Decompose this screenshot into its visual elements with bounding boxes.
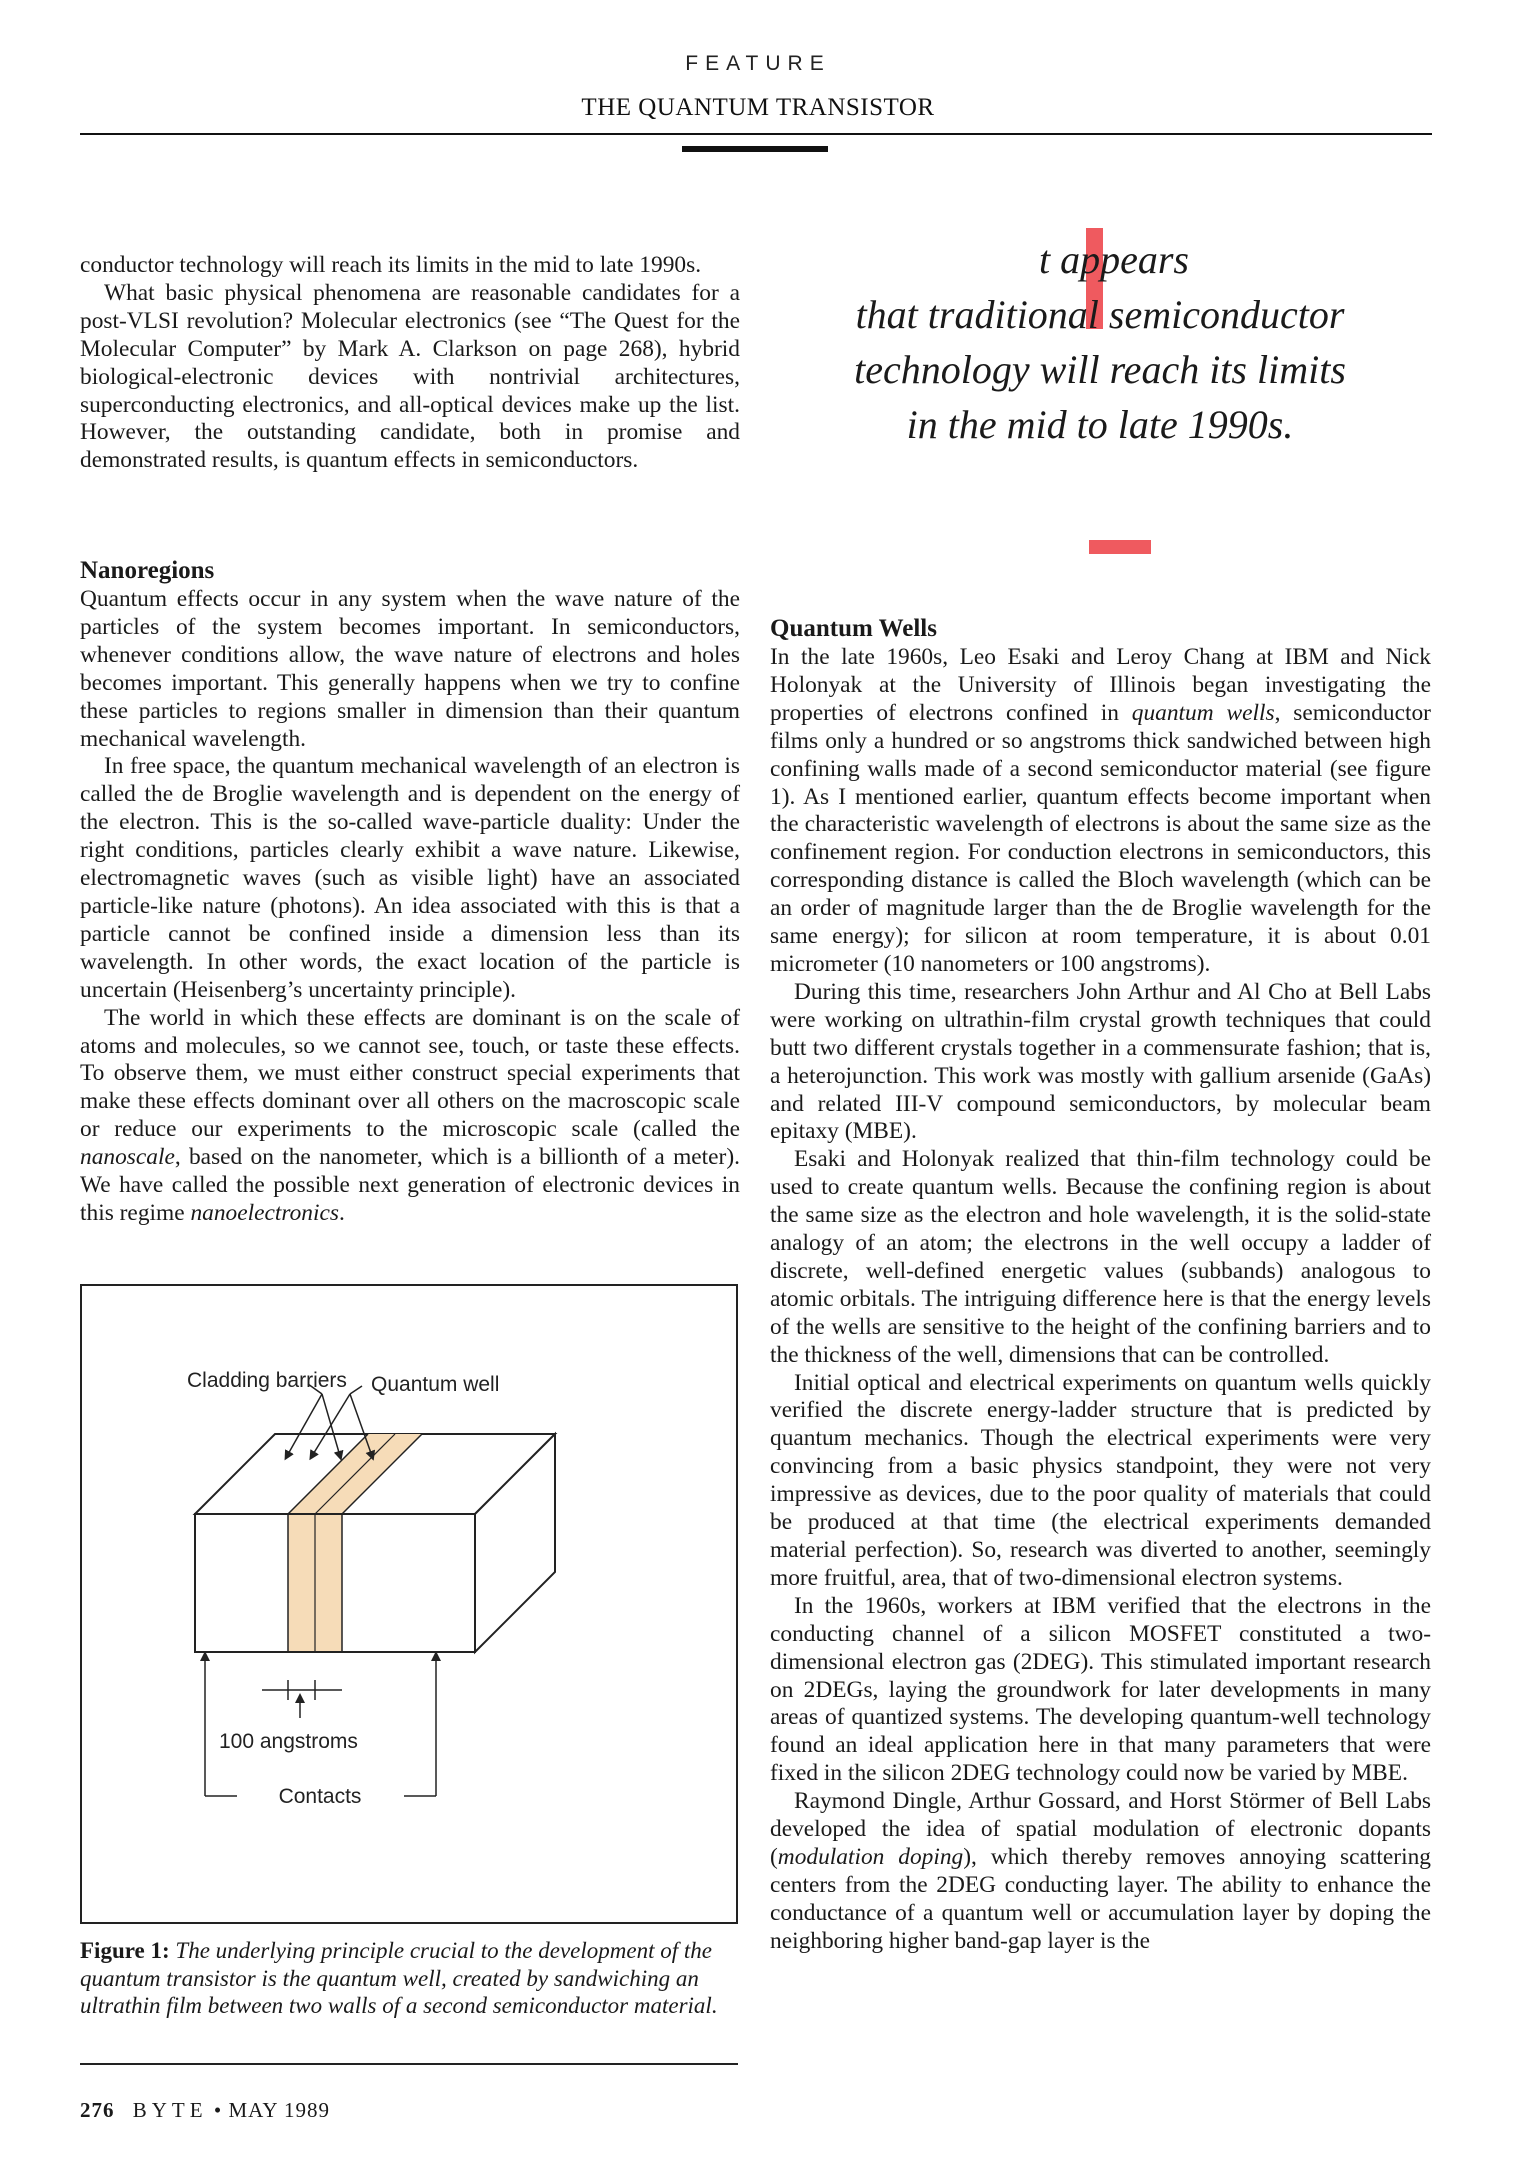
label-quantum-well: Quantum well (371, 1373, 500, 1396)
header-accent-bar (682, 146, 828, 152)
body-paragraph: Esaki and Holonyak realized that thin-film technology could be used to create quantum wells. Because the confining region is about the same size as the electron and hole wavelength, it is the solid-state analogy of an atom; the electrons in the well occupy a ladder of discrete, well-defined energetic values (subbands) analogous to atomic orbitals. The intriguing difference here is that the energy levels of the wells are sensitive to the height of the confining barriers and to the thickness of the well, dimensions that can be controlled. (770, 1146, 1431, 1368)
figure-1 (80, 1284, 738, 1924)
emphasis-term: quantum wells (1131, 699, 1275, 726)
header-rule (80, 133, 1432, 135)
magazine-name: BYTE (132, 2098, 208, 2122)
caption-text: The underlying principle crucial to the development of the quantum transistor is the quantum well, created by sandwiching an ultrathin film between two walls of a second semiconductor material. (80, 1938, 718, 2019)
body-paragraph: In the 1960s, workers at IBM verified that the electrons in the conducting channel of a silicon MOSFET constituted a two-dimensional electron gas (2DEG). This stimulated important research on 2DEGs, laying the groundwork for later developments in many areas of quantized systems. The developing quantum-well technology found an ideal application here in that many parameters that were fixed in the silicon 2DEG technology could now be varied by MBE. (770, 1592, 1431, 1787)
section-heading: Quantum Wells (770, 615, 937, 642)
text-run: Raymond Dingle, Arthur Gossard, and Horst Störmer of Bell Labs developed the idea of spatial modulation of electronic dopants ( (770, 1788, 1431, 1870)
text-run: , semiconductor films only a hundred or so angstroms thick sandwiched between high confining walls made of a second semiconductor material (see figure 1). As I mentioned earlier, quantum effects become important when the characteristic wavelength of electrons is about the same size as the confinement region. For conduction electrons in semiconductors, this corresponding distance is called the Bloch wavelength (which can be an order of magnitude larger than the de Broglie wavelength for the same energy); for silicon at room temperature, it is about 0.01 micrometer (10 nanometers or 100 angstroms). (770, 699, 1431, 977)
text-run: , based on the nanometer, which is a billionth of a meter). We have called the possible next generation of electronic devices in this regime (80, 1144, 740, 1226)
article-running-title: THE QUANTUM TRANSISTOR (581, 94, 935, 121)
label-thickness: 100 angstroms (219, 1730, 358, 1753)
pull-quote (800, 232, 1400, 452)
caption-rule (80, 2063, 738, 2065)
left-column (80, 252, 740, 475)
text-run: . (338, 1199, 345, 1226)
section-kicker: FEATURE (685, 52, 831, 75)
body-paragraph (770, 1788, 1431, 1955)
nanoregions-section (80, 556, 740, 1228)
text-run: ), which thereby removes annoying scattering centers from the 2DEG conducting layer. The ability to enhance the conductance of a quantum well or accumulation layer by doping the neighboring higher band-gap layer is the (770, 1843, 1431, 1954)
page-folio (80, 2098, 330, 2123)
body-paragraph: In free space, the quantum mechanical wavelength of an electron is called the de Broglie wavelength and is dependent on the energy of the electron. This is the so-called wave-particle duality: Under the right conditions, particles clearly exhibit a wave nature. Likewise, electromagnetic waves (such as visible light) have an associated particle-like nature (photons). An idea associated with this is that a particle cannot be confined inside a dimension less than its wavelength. In other words, the exact location of the particle is uncertain (Heisenberg’s uncertainty principle). (80, 753, 740, 1003)
figure-caption (80, 1937, 740, 2020)
emphasis-term: nanoscale (80, 1144, 175, 1171)
label-cladding-barriers: Cladding barriers (187, 1369, 347, 1392)
pull-quote-rule (1089, 540, 1151, 554)
pull-quote-line: t appears (1039, 237, 1189, 282)
right-column (770, 614, 1431, 1956)
label-contacts: Contacts (278, 1785, 362, 1808)
folio-separator: • (213, 2098, 223, 2122)
page-number: 276 (80, 2098, 115, 2122)
pull-quote-line: that traditional semiconductor (855, 292, 1345, 337)
emphasis-term: modulation doping (777, 1843, 964, 1870)
caption-lead: Figure 1: (80, 1938, 170, 1963)
issue-date: MAY 1989 (228, 2098, 330, 2122)
section-heading: Nanoregions (80, 557, 215, 584)
body-paragraph (80, 1005, 740, 1228)
label-leader (350, 1386, 362, 1394)
body-paragraph: conductor technology will reach its limits in the mid to late 1990s. (80, 252, 702, 278)
pull-quote-line: in the mid to late 1990s. (906, 402, 1294, 447)
pull-quote-line: technology will reach its limits (854, 347, 1346, 392)
body-paragraph: Quantum effects occur in any system when the wave nature of the particles of the system becomes important. In semiconductors, whenever conditions allow, the wave nature of electrons and holes becomes important. This generally happens when we try to confine these particles to regions smaller in dimension than their quantum mechanical wavelength. (80, 586, 740, 752)
text-run: The world in which these effects are dominant is on the scale of atoms and molecules, so we cannot see, touch, or taste these effects. To observe them, we must either construct special experiments that make these effects dominant over all others on the macroscopic scale or reduce our experiments to the microscopic scale (called the (80, 1004, 740, 1143)
body-paragraph: What basic physical phenomena are reasonable candidates for a post-VLSI revolution? Molecular electronics (see “The Quest for the Molecular Computer” by Mark A. Clarkson on page 268), hybrid biological-electronic devices with nontrivial architectures, superconducting electronics, and all-optical devices make up the list. However, the outstanding candidate, both in promise and demonstrated results, is quantum effects in semiconductors. (80, 279, 740, 474)
emphasis-term: nanoelectronics (190, 1199, 339, 1226)
body-paragraph: Initial optical and electrical experiments on quantum wells quickly verified the discrete energy-ladder structure that is predicted by quantum mechanics. Though the electrical experiments were very convincing from a basic physics standpoint, they were not very impressive as devices, due to the poor quality of materials that could be produced at that time (the electrical experiments demanded material perfection). So, research was diverted to another, seemingly more fruitful, area, that of two-dimensional electron systems. (770, 1369, 1431, 1591)
body-paragraph (770, 644, 1431, 979)
text-run: In the late 1960s, Leo Esaki and Leroy Chang at IBM and Nick Holonyak at the University of Illinois began investigating the properties of electrons confined in (770, 644, 1431, 726)
body-paragraph: During this time, researchers John Arthur and Al Cho at Bell Labs were working on ultrathin-film crystal growth techniques that could butt two different crystals together in a commensurate fashion; that is, a heterojunction. This work was mostly with gallium arsenide (GaAs) and related III-V compound semiconductors, by molecular beam epitaxy (MBE). (770, 978, 1431, 1145)
quantum-well-diagram (82, 1286, 740, 1926)
